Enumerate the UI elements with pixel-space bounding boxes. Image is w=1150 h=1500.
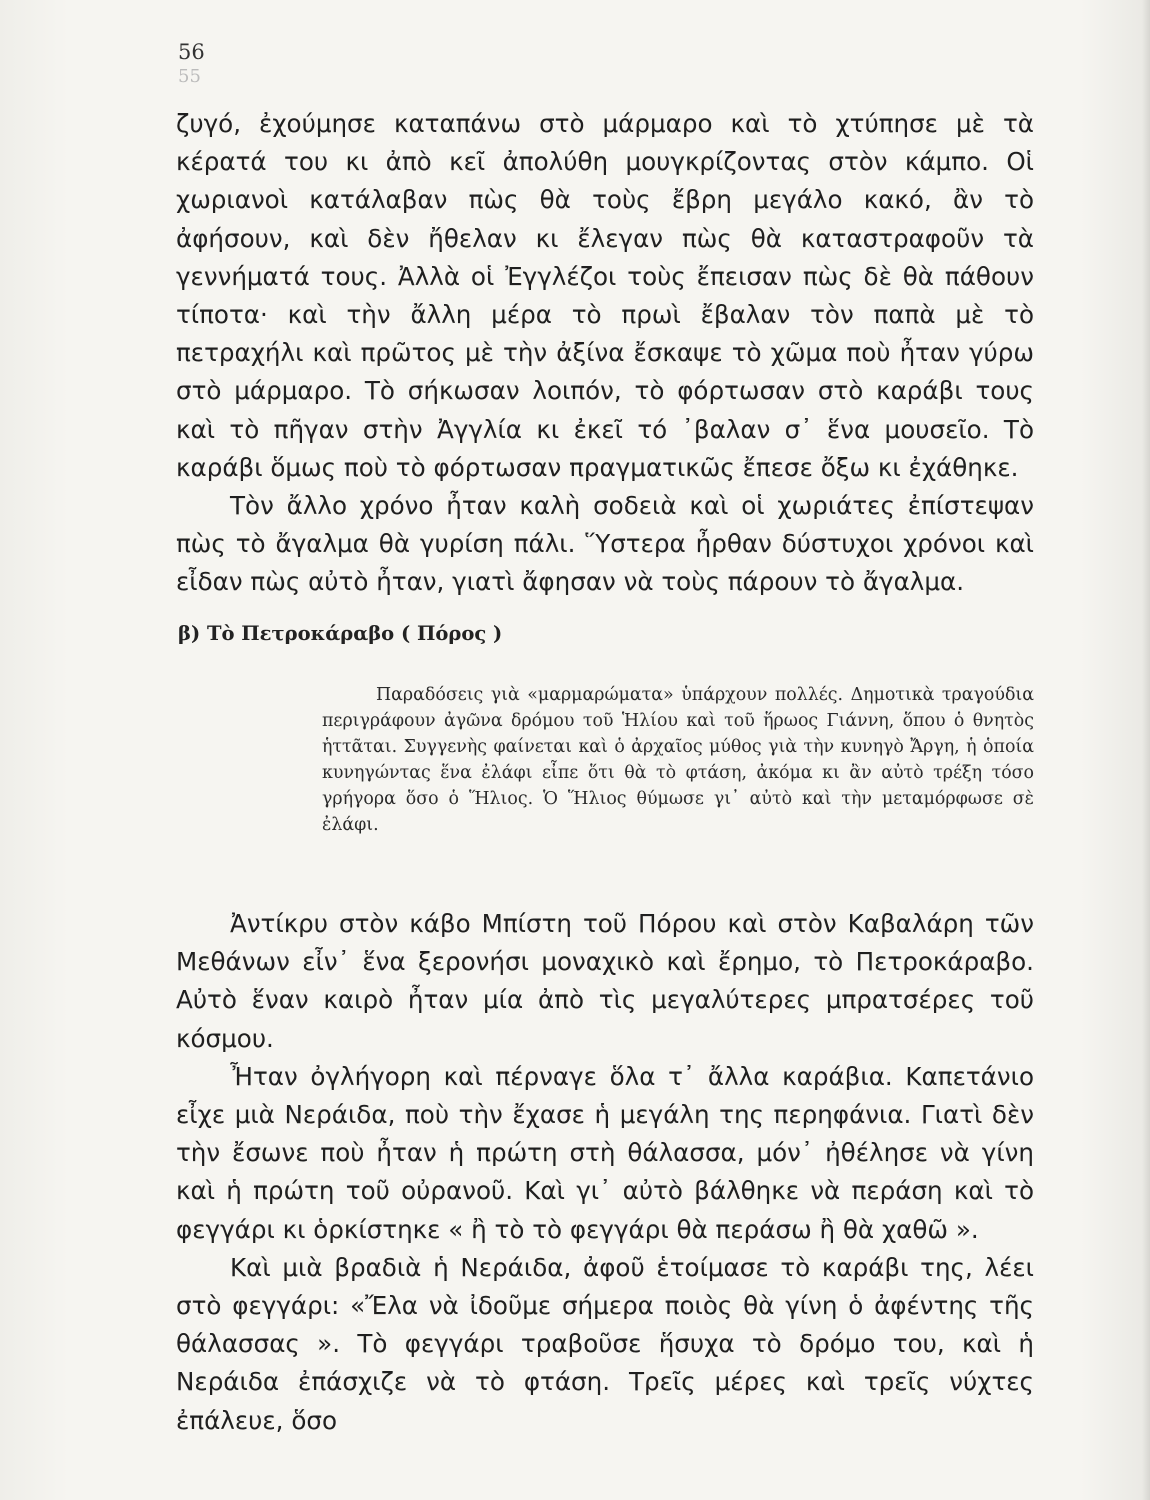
page-edge-shadow	[1142, 0, 1150, 1500]
main-text-top	[176, 105, 1034, 602]
footnote-text: Παραδόσεις γιὰ «μαρμαρώματα» ὑπάρχουν πολλές. Δημοτικὰ τραγούδια περιγράφουν ἀγῶνα δρόμου τοῦ Ἡλίου καὶ τοῦ ἥρωος Γιάννη, ὅπου ὁ θνητὸς ἡττᾶται. Συγγενὴς φαίνεται καὶ ὁ ἀρχαῖος μύθος γιὰ τὴν κυνηγὸ Ἄργη, ἡ ὁποία κυνηγώντας ἕνα ἐλάφι εἶπε ὅτι θὰ τὸ φτάση, ἀκόμα κι ἂν αὐτὸ τρέξη τόσο γρήγορα ὅσο ὁ Ἥλιος. Ὁ Ἥλιος θύμωσε γι᾽ αὐτὸ καὶ τὴν μεταμόρφωσε σὲ ἐλάφι.	[322, 685, 1034, 835]
main-text-bottom	[176, 905, 1034, 1440]
paragraph: Ἀντίκρυ στὸν κάβο Μπίστη τοῦ Πόρου καὶ στὸν Καβαλάρη τῶν Μεθάνων εἶν᾽ ἕνα ξερονήσι μοναχικὸ καὶ ἔρημο, τὸ Πετροκάραβο. Αὐτὸ ἕναν καιρὸ ἦταν μία ἀπὸ τὶς μεγαλύτερες μπρατσέρες τοῦ κόσμου.	[176, 909, 1034, 1053]
paragraph: Ἦταν ὀγλήγορη καὶ πέρναγε ὅλα τ᾽ ἄλλα καράβια. Καπετάνιο εἶχε μιὰ Νεράιδα, ποὺ τὴν ἔχασε ἡ μεγάλη της περηφάνια. Γιατὶ δὲν τὴν ἔσωνε ποὺ ἦταν ἡ πρώτη στὴ θάλασσα, μόν᾽ ἠθέλησε νὰ γίνη καὶ ἡ πρώτη τοῦ οὐρανοῦ. Καὶ γι᾽ αὐτὸ βάλθηκε νὰ περάση καὶ τὸ φεγγάρι κι ὁρκίστηκε « ἢ τὸ τὸ φεγγάρι θὰ περάσω ἢ θὰ χαθῶ ».	[176, 1061, 1034, 1244]
paragraph: Τὸν ἄλλο χρόνο ἦταν καλὴ σοδειὰ καὶ οἱ χωριάτες ἐπίστεψαν πὼς τὸ ἄγαλμα θὰ γυρίση πάλι. Ὕστερα ἦρθαν δύστυχοι χρόνοι καὶ εἶδαν πὼς αὐτὸ ἦταν, γιατὶ ἄφησαν νὰ τοὺς πάρουν τὸ ἄγαλμα.	[176, 491, 1034, 597]
page-number: 56	[178, 40, 205, 64]
paragraph: ζυγό, ἐχούμησε καταπάνω στὸ μάρμαρο καὶ τὸ χτύπησε μὲ τὰ κέρατά του κι ἀπὸ κεῖ ἀπολύθη μουγκρίζοντας στὸν κάμπο. Οἱ χωριανοὶ κατάλαβαν πὼς θὰ τοὺς ἔβρη μεγάλο κακό, ἂν τὸ ἀφήσουν, καὶ δὲν ἤθελαν κι ἔλεγαν πὼς θὰ καταστραφοῦν τὰ γεννήματά τους. Ἀλλὰ οἱ Ἐγγλέζοι τοὺς ἔπεισαν πὼς δὲ θὰ πάθουν τίποτα· καὶ τὴν ἄλλη μέρα τὸ πρωὶ ἔβαλαν τὸν παπὰ μὲ τὸ πετραχήλι καὶ πρῶτος μὲ τὴν ἀξίνα ἔσκαψε τὸ χῶμα ποὺ ἦταν γύρω στὸ μάρμαρο. Τὸ σήκωσαν λοιπόν, τὸ φόρτωσαν στὸ καράβι τους καὶ τὸ πῆγαν στὴν Ἀγγλία κι ἐκεῖ τό ᾽βαλαν σ᾽ ἕνα μουσεῖο. Τὸ καράβι ὅμως ποὺ τὸ φόρτωσαν πραγματικῶς ἔπεσε ὄξω κι ἐχάθηκε.	[176, 109, 1034, 482]
page-number-bleedthrough: 55	[178, 66, 201, 87]
paragraph: Καὶ μιὰ βραδιὰ ἡ Νεράιδα, ἀφοῦ ἑτοίμασε τὸ καράβι της, λέει στὸ φεγγάρι: «Ἔλα νὰ ἰδοῦμε σήμερα ποιὸς θὰ γίνη ὁ ἀφέντης τῆς θάλασσας ». Τὸ φεγγάρι τραβοῦσε ἥσυχα τὸ δρόμο του, καὶ ἡ Νεράιδα ἐπάσχιζε νὰ τὸ φτάση. Τρεῖς μέρες καὶ τρεῖς νύχτες ἐπάλευε, ὅσο	[176, 1252, 1034, 1435]
section-heading: β) Τὸ Πετροκάραβο ( Πόρος )	[178, 622, 503, 645]
footnote-block	[322, 682, 1034, 838]
